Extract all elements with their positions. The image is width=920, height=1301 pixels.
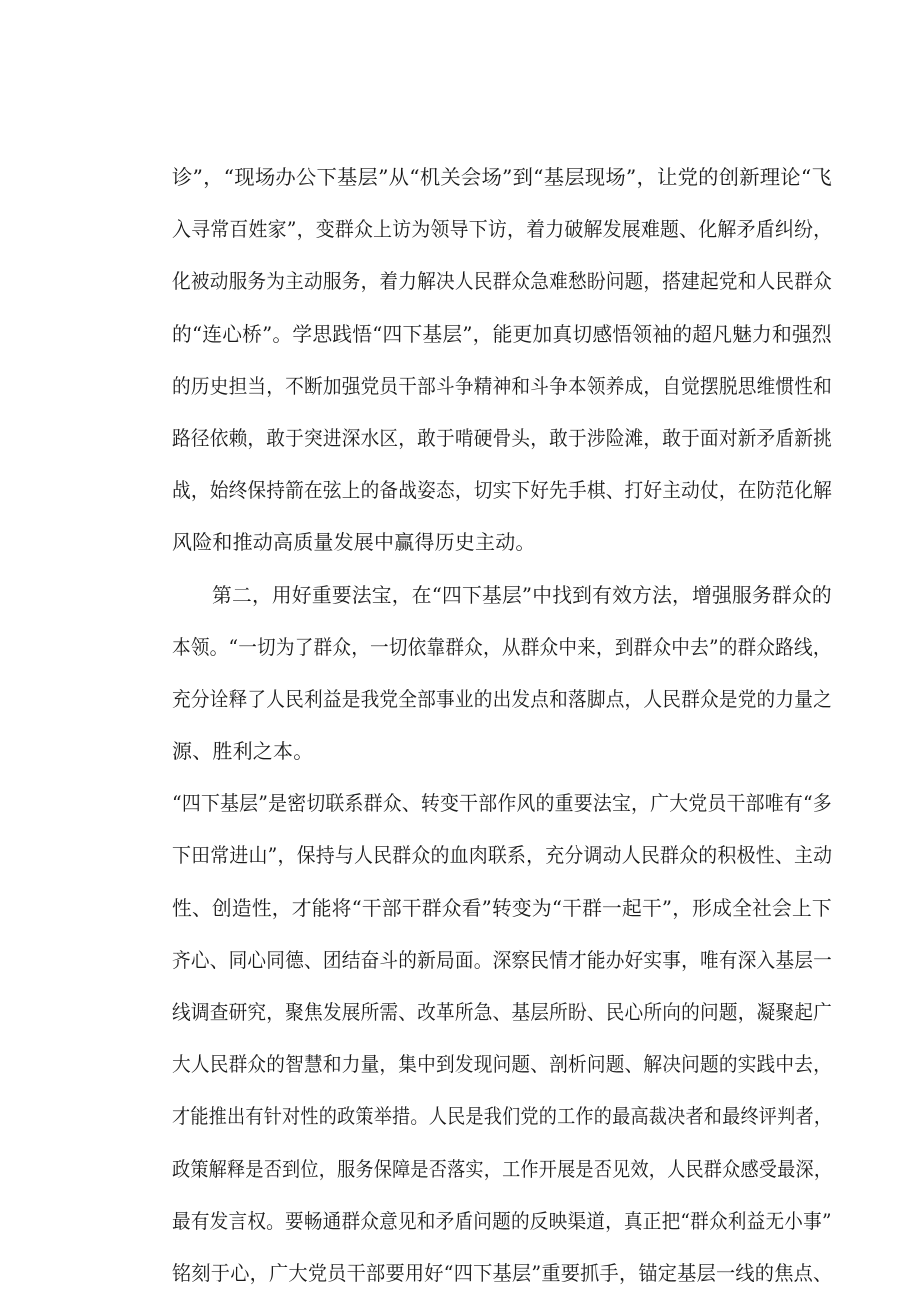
text-line: 齐心、同心同德、团结奋斗的新局面。深察民情才能办好实事，唯有深入基层一 (172, 947, 832, 972)
text-line: 政策解释是否到位，服务保障是否落实，工作开展是否见效，人民群众感受最深， (172, 1156, 833, 1181)
text-line: 性、创造性，才能将“干部干群众看”转变为“干群一起干”，形成全社会上下 (172, 895, 832, 920)
text-line: 诊”，“现场办公下基层”从“机关会场”到“基层现场”，让党的创新理论“飞 (172, 165, 832, 189)
text-line: 的“连心桥”。学思践悟“四下基层”，能更加真切感悟领袖的超凡魅力和强烈 (172, 321, 832, 346)
text-line: 充分诠释了人民利益是我党全部事业的出发点和落脚点，人民群众是党的力量之 (172, 686, 832, 711)
text-line: 下田常进山”，保持与人民群众的血肉联系，充分调动人民群众的积极性、主动 (172, 843, 833, 868)
text-line: 入寻常百姓家”，变群众上访为领导下访，着力破解发展难题、化解矛盾纠纷， (172, 217, 833, 242)
text-line: 线调查研究，聚焦发展所需、改革所急、基层所盼、民心所向的问题，凝聚起广 (172, 1000, 832, 1025)
text-line: 铭刻于心，广大党员干部要用好“四下基层”重要抓手，锚定基层一线的焦点、 (172, 1261, 833, 1285)
paragraph-first-line: 第二，用好重要法宝，在“四下基层”中找到有效方法，增强服务群众的 (212, 582, 832, 607)
text-line: 路径依赖，敢于突进深水区，敢于啃硬骨头，敢于涉险滩，敢于面对新矛盾新挑 (172, 425, 832, 450)
text-line: 最有发言权。要畅通群众意见和矛盾问题的反映渠道，真正把“群众利益无小事” (172, 1208, 832, 1233)
text-line: 化被动服务为主动服务，着力解决人民群众急难愁盼问题，搭建起党和人民群众 (172, 269, 832, 294)
text-line: 才能推出有针对性的政策举措。人民是我们党的工作的最高裁决者和最终评判者， (172, 1104, 833, 1129)
text-line: 风险和推动高质量发展中赢得历史主动。 (172, 530, 536, 555)
paragraph-first-line: “四下基层”是密切联系群众、转变干部作风的重要法宝，广大党员干部唯有“多 (172, 791, 832, 816)
text-line: 本领。“一切为了群众，一切依靠群众，从群众中来，到群众中去”的群众路线， (172, 634, 832, 659)
text-line: 的历史担当，不断加强党员干部斗争精神和斗争本领养成，自觉摆脱思维惯性和 (172, 373, 832, 398)
text-line: 源、胜利之本。 (172, 739, 314, 764)
text-line: 大人民群众的智慧和力量，集中到发现问题、剖析问题、解决问题的实践中去， (172, 1052, 832, 1077)
text-line: 战，始终保持箭在弦上的备战姿态，切实下好先手棋、打好主动仗，在防范化解 (172, 478, 832, 503)
